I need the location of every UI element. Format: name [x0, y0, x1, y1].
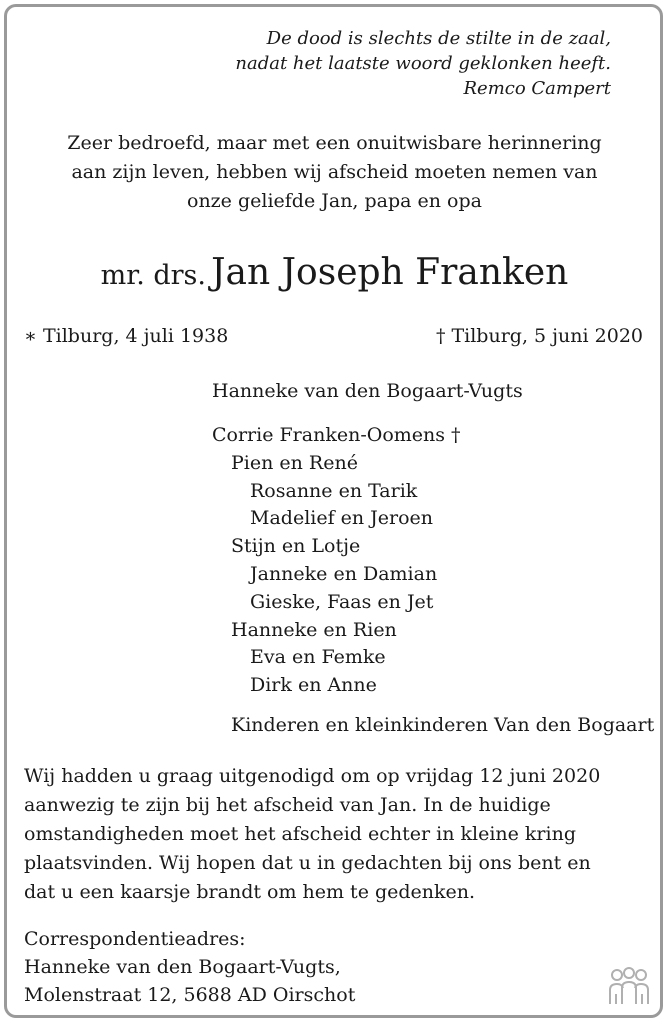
correspondence-name: Hanneke van den Bogaart-Vugts, [24, 956, 341, 978]
intro-line: Zeer bedroefd, maar met een onuitwisbare herinnering [67, 132, 602, 154]
intro-text [0, 129, 669, 216]
extended-family: Kinderen en kleinkinderen Van den Bogaart [231, 714, 655, 736]
quote-line: De dood is slechts de stilte in de zaal, [266, 28, 611, 49]
message-line: plaatsvinden. Wij hopen dat u in gedachten bij ons bent en [24, 852, 591, 874]
correspondence-address [24, 925, 355, 1009]
message-line: omstandigheden moet het afscheid echter in kleine kring [24, 823, 576, 845]
family-list [212, 422, 461, 700]
quote-author: Remco Campert [463, 78, 611, 99]
intro-line: onze geliefde Jan, papa en opa [187, 190, 482, 212]
deceased-full-name: Jan Joseph Franken [211, 252, 569, 293]
child-name: Hanneke en Rien [231, 618, 397, 641]
message-line: dat u een kaarsje brandt om hem te gedenken. [24, 881, 476, 903]
correspondence-label: Correspondentieadres: [24, 928, 246, 950]
child-name: Stijn en Lotje [231, 535, 361, 558]
quote-line: nadat het laatste woord geklonken heeft. [235, 53, 611, 74]
message-line: aanwezig te zijn bij het afscheid van Jan. In de huidige [24, 794, 551, 816]
people-group-icon [606, 966, 652, 1012]
grandchild-name: Madelief en Jeroen [250, 507, 434, 530]
grandchild-name: Dirk en Anne [250, 674, 377, 697]
grandchild-name: Eva en Femke [250, 646, 386, 669]
partner-name: Hanneke van den Bogaart-Vugts [212, 380, 523, 402]
grandchild-name: Gieske, Faas en Jet [250, 590, 434, 613]
birth-symbol: ∗ [24, 325, 37, 347]
death-symbol: † [435, 325, 446, 347]
death-text: Tilburg, 5 juni 2020 [451, 325, 643, 347]
birth-text: Tilburg, 4 juli 1938 [42, 325, 229, 347]
message-line: Wij hadden u graag uitgenodigd om op vrijdag 12 juni 2020 [24, 765, 601, 787]
child-name: Pien en René [231, 451, 358, 474]
late-wife: Corrie Franken-Oomens † [212, 424, 461, 446]
deceased-name [0, 252, 669, 293]
intro-line: aan zijn leven, hebben wij afscheid moeten nemen van [71, 161, 598, 183]
grandchild-name: Rosanne en Tarik [250, 479, 418, 502]
deceased-title: mr. drs. [100, 260, 206, 291]
quote-block [235, 26, 611, 101]
message-text [24, 762, 600, 907]
birth-date [24, 325, 228, 347]
correspondence-street: Molenstraat 12, 5688 AD Oirschot [24, 984, 356, 1006]
grandchild-name: Janneke en Damian [250, 562, 438, 585]
death-date [436, 325, 643, 347]
